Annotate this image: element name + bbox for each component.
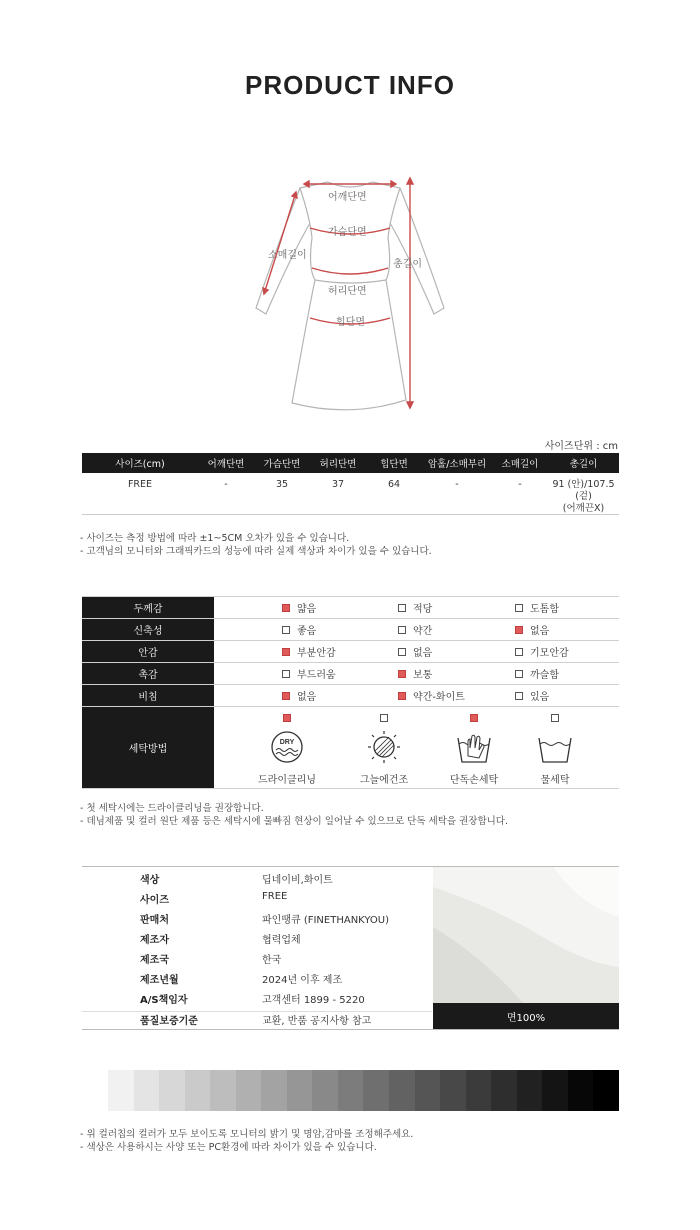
fabric-swatch-icon (433, 867, 619, 1003)
checkbox-empty-icon (515, 648, 523, 656)
header-waist: 허리단면 (310, 453, 366, 473)
option (515, 641, 569, 662)
gray-chip (312, 1070, 338, 1111)
length-label: 총길이 (393, 259, 422, 270)
option (515, 619, 549, 640)
info-value: FREE (262, 891, 288, 902)
fabric-caption: 면100% (433, 1003, 619, 1029)
header-armhole: 암홀/소매부리 (422, 453, 492, 473)
header-hip: 힙단면 (366, 453, 422, 473)
checkbox-empty-icon (515, 604, 523, 612)
dry-text: DRY (279, 739, 295, 746)
option-label: 약간 (413, 626, 433, 637)
option (515, 663, 559, 684)
gray-chip (517, 1070, 543, 1111)
info-row (82, 951, 432, 971)
checkbox-empty-icon (398, 626, 406, 634)
option-label: 부분안감 (297, 648, 336, 659)
info-key: A/S책임자 (140, 995, 188, 1006)
info-value: 한국 (262, 955, 282, 966)
option (282, 663, 336, 684)
header-shoulder: 어깨단면 (198, 453, 254, 473)
gray-chip (593, 1070, 619, 1111)
info-value: 파인땡큐 (FINETHANKYOU) (262, 915, 390, 926)
feature-row-stretch (82, 619, 619, 641)
checkbox-checked-icon (282, 692, 290, 700)
checkbox-checked-icon (398, 692, 406, 700)
feature-row-lining (82, 641, 619, 663)
option-label: 없음 (297, 692, 317, 703)
table-cell: FREE (127, 479, 153, 490)
option (282, 685, 316, 706)
info-row (82, 931, 432, 951)
product-info (82, 866, 619, 1030)
option (398, 641, 432, 662)
info-row (82, 991, 432, 1011)
wash-notes (80, 802, 508, 828)
wash-label: 세탁방법 (82, 707, 214, 788)
gray-scale-chart (108, 1070, 619, 1111)
checkbox-checked-icon (282, 648, 290, 656)
option (282, 597, 316, 618)
feature-label: 두께감 (82, 597, 214, 618)
chest-label: 가슴단면 (328, 227, 367, 238)
gray-chip (287, 1070, 313, 1111)
water-wash-icon (535, 730, 575, 764)
checkbox-checked-icon (515, 626, 523, 634)
feature-label: 안감 (82, 641, 214, 662)
option (515, 597, 559, 618)
feature-table (82, 596, 619, 789)
gray-chip (466, 1070, 492, 1111)
option-label: 좋음 (297, 626, 317, 637)
shade-dry-icon (364, 730, 404, 764)
checkbox-empty-icon (380, 714, 388, 722)
gray-chip (415, 1070, 441, 1111)
info-value: 고객센터 1899 - 5220 (262, 995, 365, 1006)
gray-chip (338, 1070, 364, 1111)
checkbox-empty-icon (515, 692, 523, 700)
info-key: 판매처 (140, 915, 169, 926)
info-value: 교환, 반품 공지사항 참고 (262, 1016, 372, 1027)
size-table-header (82, 453, 619, 473)
note-line: - 첫 세탁시에는 드라이클리닝을 권장합니다. (80, 803, 264, 814)
table-row (82, 473, 619, 517)
option (398, 619, 432, 640)
option-label: 없음 (530, 626, 550, 637)
option-label: 부드러움 (297, 670, 336, 681)
option-label: 약간-화이트 (413, 692, 465, 703)
wash-item-shade-dry (349, 707, 419, 788)
wash-row (82, 707, 619, 789)
hand-wash-icon (454, 730, 494, 764)
gray-chip (542, 1070, 568, 1111)
divider (82, 514, 619, 515)
checkbox-checked-icon (470, 714, 478, 722)
note-line: - 고객님의 모니터와 그래픽카드의 성능에 따라 실제 색상과 차이가 있을 수 있습니다. (80, 546, 432, 557)
table-cell: - (518, 479, 522, 490)
shoulder-label: 어깨단면 (328, 192, 367, 203)
size-notes (80, 532, 432, 558)
wash-item-water-wash (520, 707, 590, 788)
info-key: 제조국 (140, 955, 169, 966)
table-cell: 37 (331, 479, 345, 490)
header-size: 사이즈(cm) (82, 453, 198, 473)
garment-measurement-figure (240, 168, 460, 418)
table-cell: - (455, 479, 459, 490)
option-label: 없음 (413, 648, 433, 659)
gray-chip (440, 1070, 466, 1111)
wash-item-hand-wash (439, 707, 509, 788)
gray-chip (491, 1070, 517, 1111)
note-line: - 위 컬러칩의 컬러가 모두 보이도록 모니터의 밝기 및 명암,감마를 조정해주세요. (80, 1129, 414, 1140)
info-value: 협력업체 (262, 935, 301, 946)
info-value: 2024년 이후 제조 (262, 975, 343, 986)
fabric-image (433, 867, 619, 1003)
hip-label: 힙단면 (336, 317, 365, 328)
feature-label: 촉감 (82, 663, 214, 684)
feature-row-touch (82, 663, 619, 685)
option (282, 641, 336, 662)
waist-label: 허리단면 (328, 286, 367, 297)
checkbox-empty-icon (398, 648, 406, 656)
checkbox-checked-icon (398, 670, 406, 678)
info-key: 제조자 (140, 935, 169, 946)
info-key: 사이즈 (140, 895, 169, 906)
note-line: - 사이즈는 측정 방법에 따라 ±1~5CM 오차가 있을 수 있습니다. (80, 533, 350, 544)
gray-chip (159, 1070, 185, 1111)
option (515, 685, 549, 706)
checkbox-checked-icon (283, 714, 291, 722)
page-title: PRODUCT INFO (245, 70, 455, 100)
checkbox-empty-icon (515, 670, 523, 678)
wash-item-dry-clean (252, 707, 322, 788)
option-label: 얇음 (297, 604, 317, 615)
option (398, 597, 432, 618)
info-row (82, 971, 432, 991)
gray-chip (185, 1070, 211, 1111)
info-row (82, 871, 432, 891)
info-value: 딥네이비,화이트 (262, 875, 333, 886)
option-label: 기모안감 (530, 648, 569, 659)
color-notes (80, 1128, 413, 1154)
gray-chip (568, 1070, 594, 1111)
option (282, 619, 316, 640)
option (398, 685, 465, 706)
gray-chip (236, 1070, 262, 1111)
checkbox-empty-icon (551, 714, 559, 722)
info-row (82, 891, 432, 911)
info-row (82, 911, 432, 931)
feature-label: 비침 (82, 685, 214, 706)
feature-row-sheerness (82, 685, 619, 707)
option-label: 적당 (413, 604, 433, 615)
dry-clean-icon (267, 730, 307, 764)
table-cell: 35 (275, 479, 289, 490)
header-length: 총길이 (548, 453, 619, 473)
note-line: - 데님제품 및 컬러 원단 제품 등은 세탁시에 물빠짐 현상이 일어날 수 있으므로 단독 세탁을 권장합니다. (80, 816, 509, 827)
table-cell: 64 (387, 479, 401, 490)
feature-row-thickness (82, 596, 619, 619)
option-label: 까슬함 (530, 670, 559, 681)
note-line: - 색상은 사용하시는 사양 또는 PC환경에 따라 차이가 있을 수 있습니다. (80, 1142, 377, 1153)
size-unit: 사이즈단위 : cm (544, 441, 618, 452)
option (398, 663, 432, 684)
checkbox-empty-icon (398, 604, 406, 612)
option-label: 보통 (413, 670, 433, 681)
option-label: 있음 (530, 692, 550, 703)
header-chest: 가슴단면 (254, 453, 310, 473)
gray-chip (134, 1070, 160, 1111)
checkbox-checked-icon (282, 604, 290, 612)
wash-item-label: 드라이클리닝 (258, 775, 316, 786)
option-label: 도톰함 (530, 604, 559, 615)
gray-chip (261, 1070, 287, 1111)
size-table (82, 453, 619, 517)
gray-chip (108, 1070, 134, 1111)
table-cell: 91 (안)/107.5 (겉) (어깨끈X) (552, 479, 615, 514)
info-key: 품질보증기준 (140, 1016, 198, 1027)
info-row (82, 1011, 432, 1030)
wash-item-label: 물세탁 (540, 775, 570, 786)
info-key: 제조년월 (140, 975, 179, 986)
table-cell: - (224, 479, 228, 490)
info-key: 색상 (140, 875, 160, 886)
wash-item-label: 단독손세탁 (449, 775, 499, 786)
gray-chip (389, 1070, 415, 1111)
wash-item-label: 그늘에건조 (359, 775, 409, 786)
feature-label: 신축성 (82, 619, 214, 640)
checkbox-empty-icon (282, 670, 290, 678)
header-sleeve: 소매길이 (492, 453, 548, 473)
gray-chip (210, 1070, 236, 1111)
gray-chip (363, 1070, 389, 1111)
sleeve-label: 소매길이 (268, 250, 307, 261)
checkbox-empty-icon (282, 626, 290, 634)
